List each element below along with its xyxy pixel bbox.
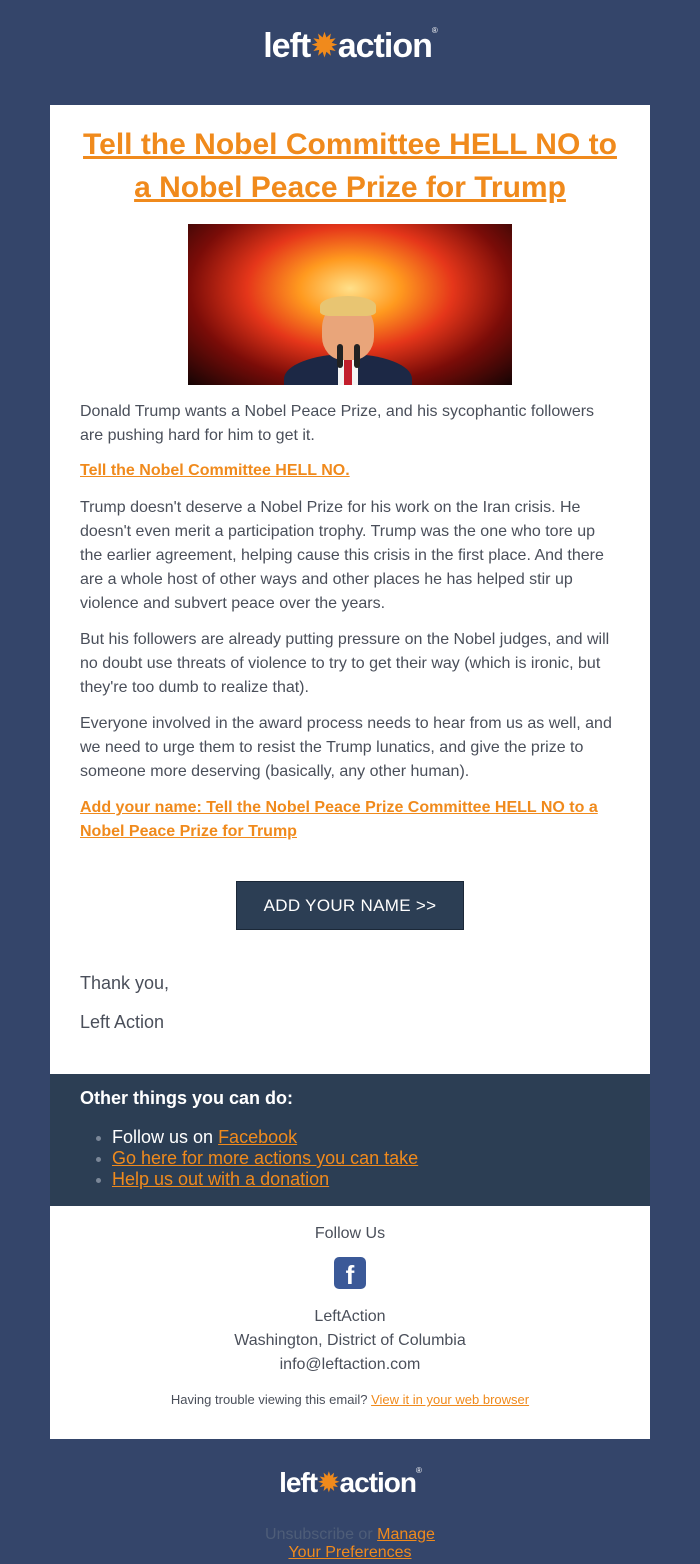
paragraph-award: Everyone involved in the award process needs to hear from us as well, and we need to urge them to resist the Trump lunatics, and give the prize to someone more deserving (basically, any other human). <box>80 715 612 780</box>
logo-text-left: left <box>263 27 311 65</box>
or-text: or <box>353 1526 378 1543</box>
leftaction-logo-bottom <box>0 1466 700 1499</box>
web-browser-link[interactable]: View it in your web browser <box>371 1392 530 1407</box>
other-actions-list <box>112 1127 418 1190</box>
unsubscribe-link[interactable]: Unsubscribe <box>265 1526 354 1543</box>
org-name: LeftAction <box>314 1308 386 1325</box>
email-card <box>50 105 650 1075</box>
logo-text-right: action <box>339 1467 417 1498</box>
trouble-viewing <box>50 1391 650 1409</box>
add-name-link[interactable]: Add your name: Tell the Nobel Peace Prize Committee HELL NO to a Nobel Peace Prize for Trump <box>80 799 598 840</box>
facebook-icon[interactable]: f <box>334 1257 366 1289</box>
add-your-name-button[interactable]: ADD YOUR NAME >> <box>236 881 464 930</box>
hero-hair <box>320 296 376 316</box>
donation-link[interactable]: Help us out with a donation <box>112 1169 330 1189</box>
hero-tie <box>344 358 352 385</box>
trouble-text: Having trouble viewing this email? <box>170 1392 372 1407</box>
headline-link[interactable]: Tell the Nobel Committee HELL NO to a Nobel Peace Prize for Trump <box>83 128 617 204</box>
hell-no-link[interactable]: Tell the Nobel Committee HELL NO. <box>80 462 350 479</box>
org-location: Washington, District of Columbia <box>234 1332 466 1349</box>
paragraph-followers: But his followers are already putting pressure on the Nobel judges, and will no doubt use threats of violence to try to get their way (which is ironic, but they're too dumb to realize that). <box>80 631 610 696</box>
other-actions-panel <box>50 1074 650 1206</box>
microphone-icon <box>354 344 360 368</box>
unsubscribe-area <box>0 1526 700 1562</box>
follow-us-label: Follow Us <box>314 1225 386 1242</box>
signature-text: Left Action <box>80 1012 165 1032</box>
hero-image[interactable] <box>188 224 512 385</box>
microphone-icon <box>337 344 343 368</box>
starburst-icon: ✹ <box>310 27 338 65</box>
footer <box>50 1206 650 1439</box>
paragraph-iran: Trump doesn't deserve a Nobel Prize for his work on the Iran crisis. He doesn't even merit a participation trophy. Trump was the one who tore up the earlier agreement, helping cause this crisis in the first place. And there are a whole host of other ways and other places he has helped stir up violence and subvert peace over the years. <box>80 499 604 612</box>
paragraph-intro: Donald Trump wants a Nobel Peace Prize, and his sycophantic followers are pushing hard for him to get it. <box>80 403 595 444</box>
closing-text: Thank you, <box>80 973 170 993</box>
manage-preferences-link[interactable]: Manage <box>377 1526 435 1543</box>
starburst-icon: ✹ <box>317 1467 340 1498</box>
logo-text-left: left <box>279 1467 318 1498</box>
facebook-link[interactable]: Facebook <box>218 1127 298 1147</box>
registered-mark: ® <box>416 1466 421 1475</box>
org-email: info@leftaction.com <box>279 1356 421 1373</box>
list-item <box>112 1127 418 1148</box>
list-item <box>112 1169 418 1190</box>
follow-prefix: Follow us on <box>112 1127 219 1147</box>
manage-preferences-link-continued[interactable]: Your Preferences <box>288 1544 412 1561</box>
other-actions-heading: Other things you can do: <box>80 1088 294 1108</box>
leftaction-logo-top <box>0 26 700 66</box>
registered-mark: ® <box>431 26 437 35</box>
more-actions-link[interactable]: Go here for more actions you can take <box>112 1148 419 1168</box>
logo-text-right: action <box>337 27 432 65</box>
list-item <box>112 1148 418 1169</box>
